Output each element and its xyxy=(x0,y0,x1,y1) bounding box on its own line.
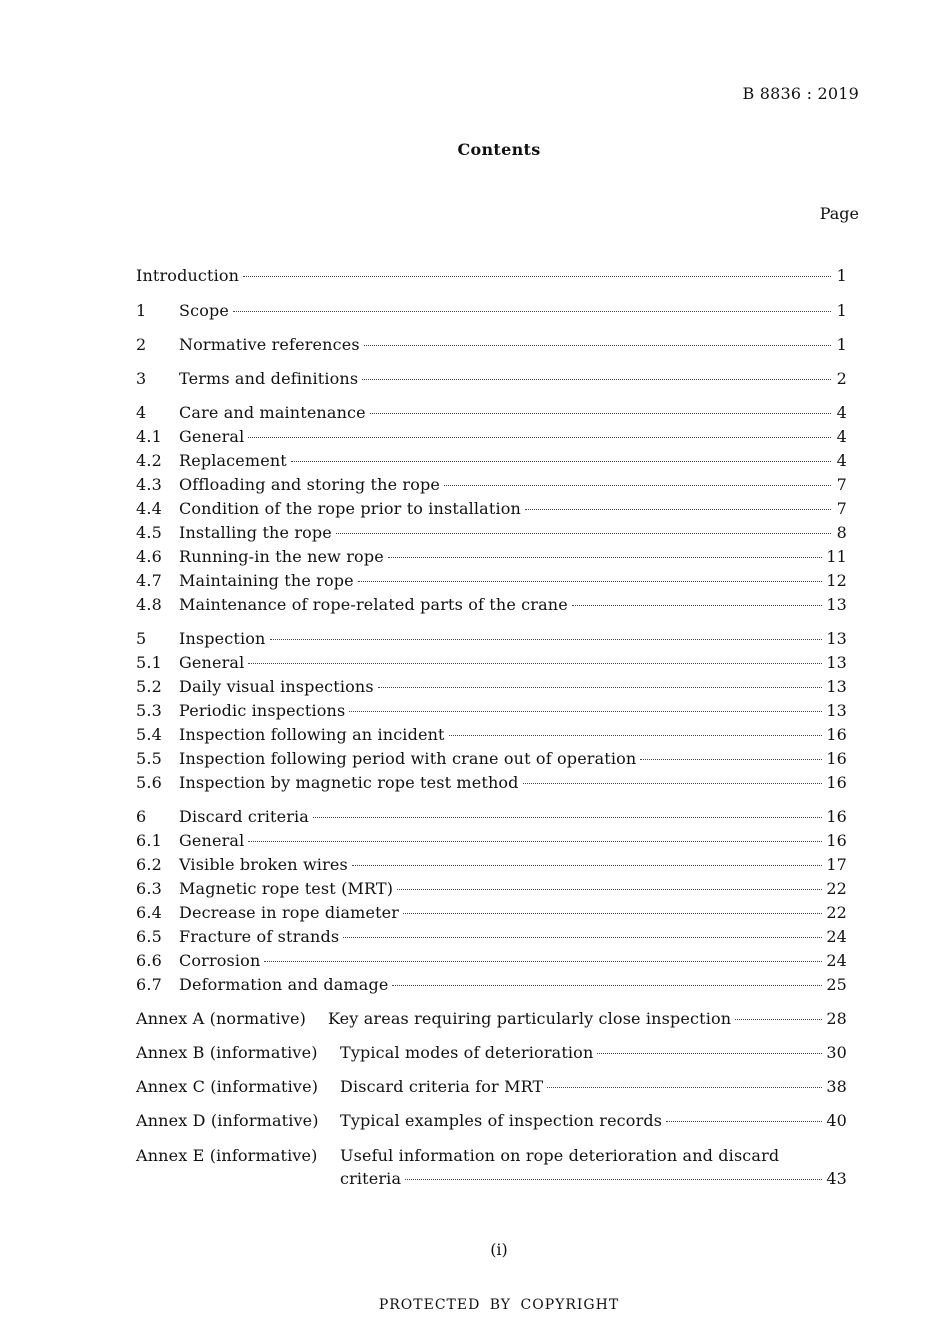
dot-leader xyxy=(523,783,823,784)
toc-entry[interactable] xyxy=(136,335,847,357)
toc-entry-page: 1 xyxy=(836,335,847,354)
toc-entry-title: Inspection following period with crane out of operation xyxy=(179,749,637,768)
toc-entry-title: General xyxy=(179,831,245,850)
annex-title: Key areas requiring particularly close inspection xyxy=(328,1009,732,1028)
annex-label: Annex A (normative) xyxy=(136,1009,307,1028)
toc-entry-number: 4.7 xyxy=(136,571,162,590)
toc-entry-title: Corrosion xyxy=(179,951,261,970)
toc-entry[interactable] xyxy=(136,903,847,925)
toc-entry[interactable] xyxy=(136,571,847,593)
toc-entry-title: Inspection by magnetic rope test method xyxy=(179,773,519,792)
dot-leader xyxy=(248,437,831,438)
toc-entry-title: Decrease in rope diameter xyxy=(179,903,400,922)
toc-entry[interactable] xyxy=(136,701,847,723)
toc-entry-title: General xyxy=(179,653,245,672)
toc-entry-title: Normative references xyxy=(179,335,360,354)
toc-entry-title: Maintenance of rope-related parts of the crane xyxy=(179,595,568,614)
toc-entry-page: 8 xyxy=(836,523,847,542)
toc-entry-number: 5 xyxy=(136,629,147,648)
dot-leader xyxy=(572,605,822,606)
toc-annex-entry[interactable] xyxy=(136,1009,847,1031)
toc-entry-page: 13 xyxy=(826,595,847,614)
toc-entry-number: 5.2 xyxy=(136,677,162,696)
annex-title: Discard criteria for MRT xyxy=(340,1077,544,1096)
toc-entry[interactable] xyxy=(136,677,847,699)
dot-leader xyxy=(336,533,831,534)
dot-leader xyxy=(358,581,823,582)
toc-entry-number: 5.4 xyxy=(136,725,162,744)
toc-entry-title: Scope xyxy=(179,301,230,320)
toc-entry-number: 4.5 xyxy=(136,523,162,542)
toc-entry-number: 6.5 xyxy=(136,927,162,946)
toc-entry-number: 4.4 xyxy=(136,499,162,518)
toc-entry-title: Discard criteria xyxy=(179,807,309,826)
toc-entry[interactable] xyxy=(136,653,847,675)
toc-entry-page: 13 xyxy=(826,653,847,672)
dot-leader xyxy=(735,1019,822,1020)
toc-entry[interactable] xyxy=(136,475,847,497)
dot-leader xyxy=(525,509,831,510)
toc-entry-page: 28 xyxy=(826,1009,847,1028)
toc-entry-number: 6.2 xyxy=(136,855,162,874)
page-folio: (i) xyxy=(490,1240,508,1259)
toc-entry-title: Deformation and damage xyxy=(179,975,389,994)
toc-entry-page: 13 xyxy=(826,677,847,696)
toc-entry-page: 16 xyxy=(826,749,847,768)
toc-entry-title: Magnetic rope test (MRT) xyxy=(179,879,394,898)
toc-entry[interactable] xyxy=(136,523,847,545)
dot-leader xyxy=(349,711,822,712)
toc-entry-title: Inspection following an incident xyxy=(179,725,445,744)
dot-leader xyxy=(364,345,831,346)
dot-leader xyxy=(243,276,831,277)
toc-entry-number: 6.3 xyxy=(136,879,162,898)
dot-leader xyxy=(343,937,822,938)
toc-annex-entry[interactable] xyxy=(136,1077,847,1099)
dot-leader xyxy=(270,639,823,640)
toc-entry-page: 16 xyxy=(826,725,847,744)
toc-entry-number: 4.1 xyxy=(136,427,162,446)
toc-entry-title: Replacement xyxy=(179,451,287,470)
annex-label: Annex B (informative) xyxy=(136,1043,318,1062)
annex-label: Annex D (informative) xyxy=(136,1111,319,1130)
toc-entry-number: 6.1 xyxy=(136,831,162,850)
dot-leader xyxy=(449,735,823,736)
toc-entry-page: 38 xyxy=(826,1077,847,1096)
toc-entry-title: Terms and definitions xyxy=(179,369,359,388)
annex-title: Useful information on rope deterioration and discard xyxy=(340,1146,780,1165)
toc-entry-page: 30 xyxy=(826,1043,847,1062)
toc-entry[interactable] xyxy=(136,451,847,473)
toc-entry[interactable] xyxy=(136,499,847,521)
toc-entry-page: 22 xyxy=(826,879,847,898)
toc-entry-page: 7 xyxy=(836,475,847,494)
toc-entry-page: 25 xyxy=(826,975,847,994)
dot-leader xyxy=(444,485,831,486)
toc-entry[interactable] xyxy=(136,547,847,569)
toc-entry-number: 6.7 xyxy=(136,975,162,994)
toc-entry[interactable] xyxy=(136,427,847,449)
toc-entry-title: Daily visual inspections xyxy=(179,677,374,696)
toc-entry-number: 1 xyxy=(136,301,147,320)
toc-entry[interactable] xyxy=(136,629,847,651)
dot-leader xyxy=(392,985,822,986)
dot-leader xyxy=(666,1121,822,1122)
toc-annex-continuation[interactable] xyxy=(136,1169,847,1191)
annex-label: Annex C (informative) xyxy=(136,1077,319,1096)
toc-entry-number: 3 xyxy=(136,369,147,388)
dot-leader xyxy=(291,461,831,462)
toc-entry[interactable] xyxy=(136,831,847,853)
toc-entry-title: General xyxy=(179,427,245,446)
toc-entry-page: 1 xyxy=(836,266,847,285)
toc-entry-page: 24 xyxy=(826,927,847,946)
toc-entry-number: 4.8 xyxy=(136,595,162,614)
dot-leader xyxy=(547,1087,822,1088)
toc-entry-title: Condition of the rope prior to installation xyxy=(179,499,521,518)
toc-entry-page: 2 xyxy=(836,369,847,388)
page-column-heading: Page xyxy=(819,204,859,223)
toc-entry-number: 6.6 xyxy=(136,951,162,970)
toc-entry-number: 2 xyxy=(136,335,147,354)
toc-entry-page: 4 xyxy=(836,451,847,470)
toc-entry-number: 5.1 xyxy=(136,653,162,672)
toc-entry-page: 16 xyxy=(826,773,847,792)
toc-entry-number: 4 xyxy=(136,403,147,422)
dot-leader xyxy=(405,1179,822,1180)
toc-entry-number: 4.6 xyxy=(136,547,162,566)
toc-entry-page: 4 xyxy=(836,427,847,446)
dot-leader xyxy=(352,865,822,866)
toc-entry[interactable] xyxy=(136,403,847,425)
toc-entry-number: 5.3 xyxy=(136,701,162,720)
toc-annex-entry[interactable] xyxy=(136,1146,847,1168)
toc-entry-page: 22 xyxy=(826,903,847,922)
toc-entry[interactable] xyxy=(136,369,847,391)
toc-entry-page: 11 xyxy=(826,547,847,566)
toc-entry[interactable] xyxy=(136,927,847,949)
toc-entry-title: Care and maintenance xyxy=(179,403,366,422)
dot-leader xyxy=(397,889,822,890)
toc-annex-entry[interactable] xyxy=(136,1043,847,1065)
toc-entry[interactable] xyxy=(136,975,847,997)
annex-title: Typical examples of inspection records xyxy=(340,1111,663,1130)
annex-title: Typical modes of deterioration xyxy=(340,1043,594,1062)
toc-entry[interactable] xyxy=(136,773,847,795)
toc-entry-page: 12 xyxy=(826,571,847,590)
document-number: B 8836 : 2019 xyxy=(742,84,859,103)
toc-entry-page: 17 xyxy=(826,855,847,874)
toc-entry-number: 5.5 xyxy=(136,749,162,768)
toc-entry[interactable] xyxy=(136,595,847,617)
dot-leader xyxy=(248,841,822,842)
dot-leader xyxy=(378,687,823,688)
toc-entry-page: 13 xyxy=(826,701,847,720)
toc-entry-title: Offloading and storing the rope xyxy=(179,475,441,494)
toc-entry[interactable] xyxy=(136,855,847,877)
toc-entry-number: 5.6 xyxy=(136,773,162,792)
dot-leader xyxy=(264,961,822,962)
copyright-notice: PROTECTED BY COPYRIGHT xyxy=(378,1297,620,1313)
toc-entry[interactable] xyxy=(136,725,847,747)
page-title: Contents xyxy=(457,140,541,159)
toc-entry-number: 6.4 xyxy=(136,903,162,922)
toc-entry-page: 13 xyxy=(826,629,847,648)
dot-leader xyxy=(313,817,822,818)
toc-entry-number: 4.3 xyxy=(136,475,162,494)
toc-entry-page: 1 xyxy=(836,301,847,320)
toc-entry-title: Inspection xyxy=(179,629,266,648)
toc-entry[interactable] xyxy=(136,807,847,829)
dot-leader xyxy=(370,413,831,414)
dot-leader xyxy=(640,759,822,760)
toc-entry-title: Maintaining the rope xyxy=(179,571,354,590)
toc-entry[interactable] xyxy=(136,951,847,973)
toc-entry-title: Periodic inspections xyxy=(179,701,346,720)
dot-leader xyxy=(403,913,822,914)
toc-entry-page: 24 xyxy=(826,951,847,970)
toc-entry-page: 7 xyxy=(836,499,847,518)
dot-leader xyxy=(597,1053,822,1054)
toc-entry-page: 43 xyxy=(826,1169,847,1188)
toc-entry-title: Introduction xyxy=(136,266,240,285)
toc-entry-page: 16 xyxy=(826,831,847,850)
toc-annex-entry[interactable] xyxy=(136,1111,847,1133)
dot-leader xyxy=(362,379,831,380)
annex-label: Annex E (informative) xyxy=(136,1146,318,1165)
dot-leader xyxy=(248,663,822,664)
annex-title-continuation: criteria xyxy=(340,1169,402,1188)
toc-entry-page: 16 xyxy=(826,807,847,826)
toc-entry-number: 6 xyxy=(136,807,147,826)
toc-entry-title: Installing the rope xyxy=(179,523,332,542)
toc-entry-title: Visible broken wires xyxy=(179,855,348,874)
toc-entry[interactable] xyxy=(136,301,847,323)
toc-entry-number: 4.2 xyxy=(136,451,162,470)
dot-leader xyxy=(388,557,823,558)
toc-entry-page: 4 xyxy=(836,403,847,422)
toc-entry[interactable] xyxy=(136,879,847,901)
toc-entry-title: Fracture of strands xyxy=(179,927,340,946)
toc-entry[interactable] xyxy=(136,266,847,288)
dot-leader xyxy=(233,311,831,312)
toc-entry-title: Running-in the new rope xyxy=(179,547,384,566)
toc-entry-page: 40 xyxy=(826,1111,847,1130)
toc-entry[interactable] xyxy=(136,749,847,771)
